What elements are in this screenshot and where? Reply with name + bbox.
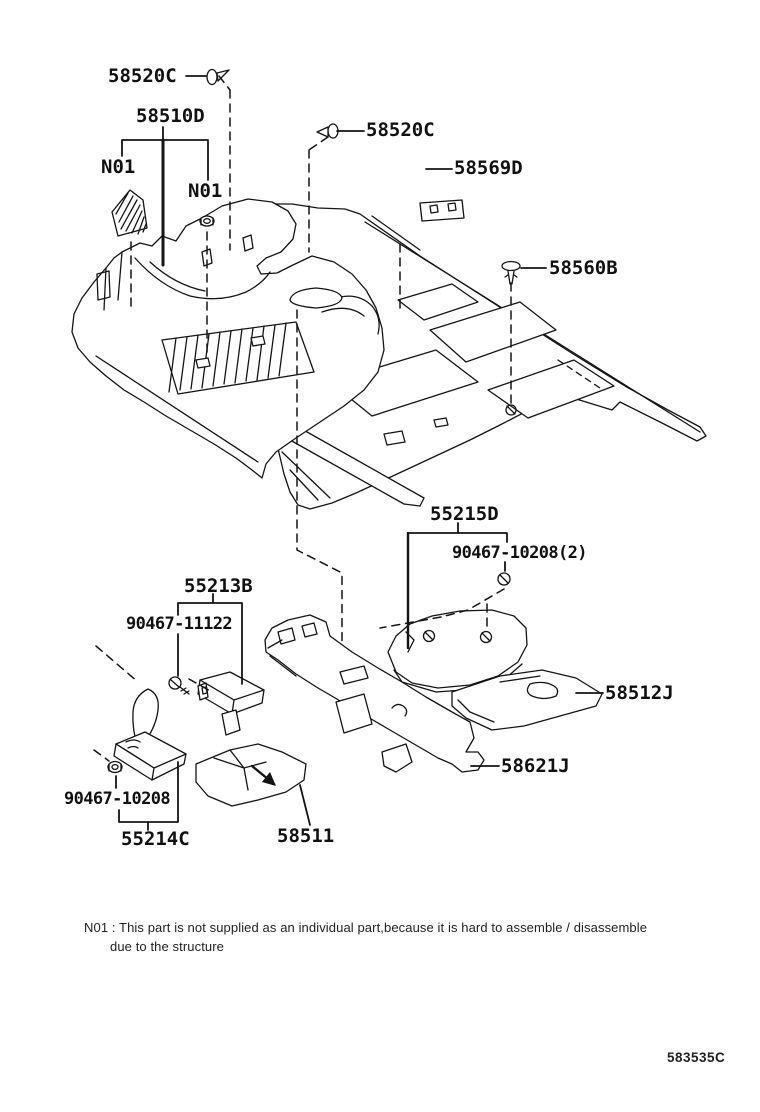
callout-58560b[interactable]: 58560B bbox=[549, 257, 618, 279]
callout-58569d[interactable]: 58569D bbox=[454, 157, 523, 179]
n01-hatched-piece-drawing bbox=[112, 190, 147, 236]
callout-58511[interactable]: 58511 bbox=[277, 825, 335, 847]
callout-58520c-top[interactable]: 58520C bbox=[108, 65, 177, 87]
part-55214c-drawing bbox=[114, 689, 186, 780]
screw-90467-11122-icon bbox=[169, 677, 189, 694]
nut-90467-10208-icon bbox=[108, 762, 122, 773]
callout-90467-10208-2[interactable]: 90467-10208(2) bbox=[452, 543, 587, 563]
pushpin-icon-front bbox=[207, 70, 229, 85]
callout-n01-left[interactable]: N01 bbox=[101, 156, 136, 178]
callout-55215d[interactable]: 55215D bbox=[430, 503, 499, 525]
callout-58621j[interactable]: 58621J bbox=[501, 755, 570, 777]
part-58511-drawing bbox=[196, 744, 306, 806]
callout-n01-right[interactable]: N01 bbox=[188, 180, 223, 202]
callout-90467-11122[interactable]: 90467-11122 bbox=[126, 614, 232, 634]
callout-55214c[interactable]: 55214C bbox=[121, 828, 190, 850]
pin-58560b-icon bbox=[502, 262, 520, 285]
callout-55213b[interactable]: 55213B bbox=[184, 575, 253, 597]
footnote-line1: N01 : This part is not supplied as an individual part,because it is hard to assemble / disassemble bbox=[84, 920, 648, 935]
callout-58520c-mid[interactable]: 58520C bbox=[366, 119, 435, 141]
footnote bbox=[84, 918, 684, 956]
figure-code: 583535C bbox=[667, 1050, 726, 1065]
footnote-line2: due to the structure bbox=[110, 939, 225, 954]
part-55213b-drawing bbox=[198, 672, 264, 735]
nut-n01-icon bbox=[200, 216, 214, 226]
pushpin-icon-mid bbox=[317, 124, 338, 138]
callout-58512j[interactable]: 58512J bbox=[605, 682, 674, 704]
clip-90467-10208x2-icon bbox=[498, 573, 510, 585]
callout-90467-10208[interactable]: 90467-10208 bbox=[64, 789, 170, 809]
callout-58510d[interactable]: 58510D bbox=[136, 105, 205, 127]
